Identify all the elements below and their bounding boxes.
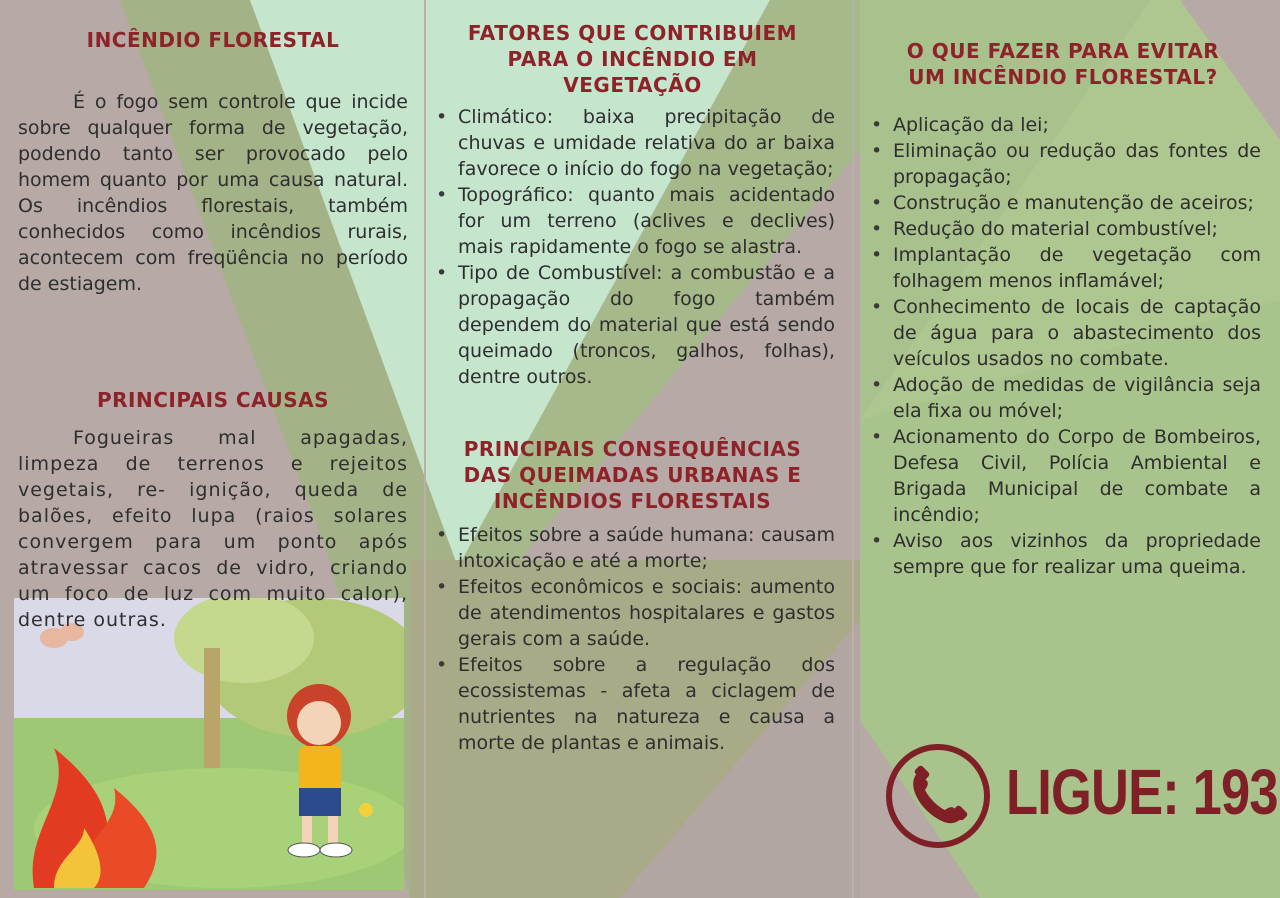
list-item: • Redução do material combustível; xyxy=(865,216,1261,242)
section-title-fatores: FATORES QUE CONTRIBUIEM PARA O INCÊNDIO EM VEGETAÇÃO xyxy=(467,21,798,97)
list-item: • Efeitos sobre a regulação dos ecossistemas - afeta a ciclagem de nutrientes na natureza e causa a morte de plantas e animais. xyxy=(430,652,835,756)
list-item: • Adoção de medidas de vigilância seja ela fixa ou móvel; xyxy=(865,372,1261,424)
list-item: • Implantação de vegetação com folhagem menos inflamável; xyxy=(865,242,1261,294)
list-item: • Conhecimento de locais de captação de água para o abastecimento dos veículos usados no combate. xyxy=(865,294,1261,372)
list-item: • Tipo de Combustível: a combustão e a propagação do fogo também dependem do material que está sendo queimado (troncos, galhos, folhas), dentre outros. xyxy=(430,260,835,390)
list-item: • Construção e manutenção de aceiros; xyxy=(865,190,1261,216)
column-incendio xyxy=(18,27,408,633)
list-fatores xyxy=(430,104,835,390)
list-item: • Acionamento do Corpo de Bombeiros, Defesa Civil, Polícia Ambiental e Brigada Municipal de combate a incêndio; xyxy=(865,424,1261,528)
list-consequencias xyxy=(430,522,835,756)
phone-icon xyxy=(884,742,992,850)
section-title-consequencias: PRINCIPAIS CONSEQUÊNCIAS DAS QUEIMADAS URBANAS E INCÊNDIOS FLORESTAIS xyxy=(463,437,802,513)
paragraph-definition: É o fogo sem controle que incide sobre qualquer forma de vegetação, podendo tanto ser provocado pelo homem quanto por uma causa natural. Os incêndios florestais, também conhecidos como incêndios rurais, acontecem com freqüência no período de estiagem. xyxy=(18,91,408,295)
section-title-prevencao: O QUE FAZER PARA EVITAR UM INCÊNDIO FLORESTAL? xyxy=(906,39,1220,89)
list-item: • Aplicação da lei; xyxy=(865,112,1261,138)
section-title-principais-causas: PRINCIPAIS CAUSAS xyxy=(96,388,330,412)
list-item: • Eliminação ou redução das fontes de propagação; xyxy=(865,138,1261,190)
list-item: • Efeitos econômicos e sociais: aumento de atendimentos hospitalares e gastos gerais com a saúde. xyxy=(430,574,835,652)
cartoon-illustration xyxy=(14,598,404,890)
list-prevencao xyxy=(865,112,1261,580)
section-title-incendio-florestal: INCÊNDIO FLORESTAL xyxy=(86,28,340,52)
column-prevencao xyxy=(865,38,1261,580)
list-item: • Aviso aos vizinhos da propriedade sempre que for realizar uma queima. xyxy=(865,528,1261,580)
list-item: • Efeitos sobre a saúde humana: causam intoxicação e até a morte; xyxy=(430,522,835,574)
paragraph-causes: Fogueiras mal apagadas, limpeza de terrenos e rejeitos vegetais, re- ignição, queda de balões, efeito lupa (raios solares convergem para um ponto após atravessar cacos de vidro, criando um foco de luz com muito calor), dentre outras. xyxy=(18,427,408,631)
list-item: • Climático: baixa precipitação de chuvas e umidade relativa do ar baixa favorece o início do fogo na vegetação; xyxy=(430,104,835,182)
list-item: • Topográfico: quanto mais acidentado for um terreno (aclives e declives) mais rapidamente o fogo se alastra. xyxy=(430,182,835,260)
column-fatores xyxy=(430,20,835,756)
emergency-number: LIGUE: 193 xyxy=(1006,756,1278,828)
